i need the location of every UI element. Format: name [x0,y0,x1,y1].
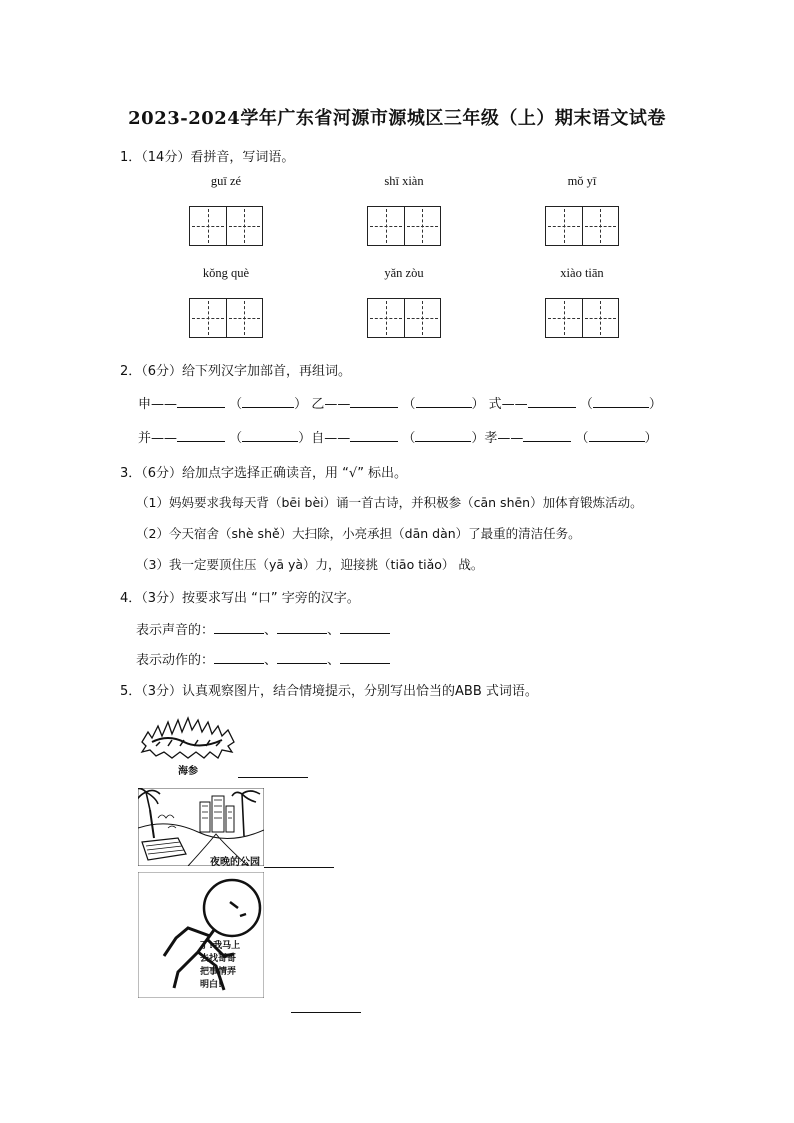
pinyin-4: kǒng què [202,266,250,280]
writing-grid-3[interactable] [545,206,619,246]
radical-row-2: 并—— （ ）自—— （ ）孝—— （ ） [138,431,658,446]
answer-blank[interactable] [177,395,225,408]
question-3-line-2: （2）今天宿舍（shè shě）大扫除，小亮承担（dān dàn）了最重的清洁任务。 [136,526,581,541]
pinyin-5: yǎn zòu [384,266,424,280]
question-4-text: 4．（3分）按要求写出 “口” 字旁的汉字。 [120,591,360,606]
answer-blank[interactable] [242,395,294,408]
question-3-line-3: （3）我一定要顶住压（yā yà）力，迎接挑（tiāo tiǎo） 战。 [136,557,484,572]
radical-char: 式—— [488,397,528,412]
question-2-text: 2．（6分）给下列汉字加部首，再组词。 [120,364,352,379]
writing-grid-1[interactable] [189,206,263,246]
answer-blank[interactable] [340,651,390,664]
question-3-line-1: （1）妈妈要求我每天背（bēi bèi）诵一首古诗，并积极参（cān shēn）加体育锻炼活动。 [136,495,643,510]
answer-blank[interactable] [242,429,298,442]
answer-blank-1[interactable] [238,777,308,778]
pinyin-1: guī zé [210,174,242,188]
answer-blank[interactable] [523,429,571,442]
writing-grid-2[interactable] [367,206,441,246]
writing-grid-6[interactable] [545,298,619,338]
page-title: 2023-2024学年广东省河源市源城区三年级（上）期末语文试卷 [128,108,666,129]
action-label: 表示动作的： [136,653,215,668]
answer-blank[interactable] [277,651,327,664]
question-3-text: 3．（6分）给加点字选择正确读音，用 “√” 标出。 [120,466,408,481]
answer-blank[interactable] [340,621,390,634]
pinyin-3: mǒ yī [567,174,597,188]
answer-blank[interactable] [350,395,398,408]
answer-blank[interactable] [177,429,225,442]
sound-label: 表示声音的： [136,623,215,638]
radical-char: 申—— [138,397,178,412]
answer-blank-3[interactable] [291,1012,361,1013]
action-row: 表示动作的： 、 、 [136,649,390,668]
question-1-text: 1．（14分）看拼音，写词语。 [120,150,295,165]
answer-blank[interactable] [350,429,398,442]
night-park-caption: 夜晚的公园 [210,857,260,868]
writing-grid-5[interactable] [367,298,441,338]
sea-cucumber-caption: 海参 [178,766,198,777]
answer-blank[interactable] [214,621,264,634]
speech-text: 丁!我马上 去找哥哥 把事情弄 明白! [200,941,241,990]
answer-blank[interactable] [214,651,264,664]
answer-blank-2[interactable] [264,867,334,868]
answer-blank[interactable] [528,395,576,408]
radical-char: 乙—— [311,397,351,412]
radical-char: 并—— [138,431,178,446]
answer-blank[interactable] [593,395,649,408]
radical-char: 自—— [311,431,351,446]
pinyin-6: xiào tiān [560,266,604,280]
answer-blank[interactable] [589,429,645,442]
writing-grid-4[interactable] [189,298,263,338]
answer-blank[interactable] [415,429,471,442]
radical-char: 孝—— [484,431,524,446]
radical-row-1: 申—— （ ） 乙—— （ ） 式—— （ ） [138,397,662,412]
answer-blank[interactable] [416,395,472,408]
sound-row: 表示声音的： 、 、 [136,619,390,638]
answer-blank[interactable] [277,621,327,634]
question-5-text: 5．（3分）认真观察图片，结合情境提示，分别写出恰当的ABB 式词语。 [120,684,538,699]
pinyin-2: shī xiàn [384,174,424,188]
